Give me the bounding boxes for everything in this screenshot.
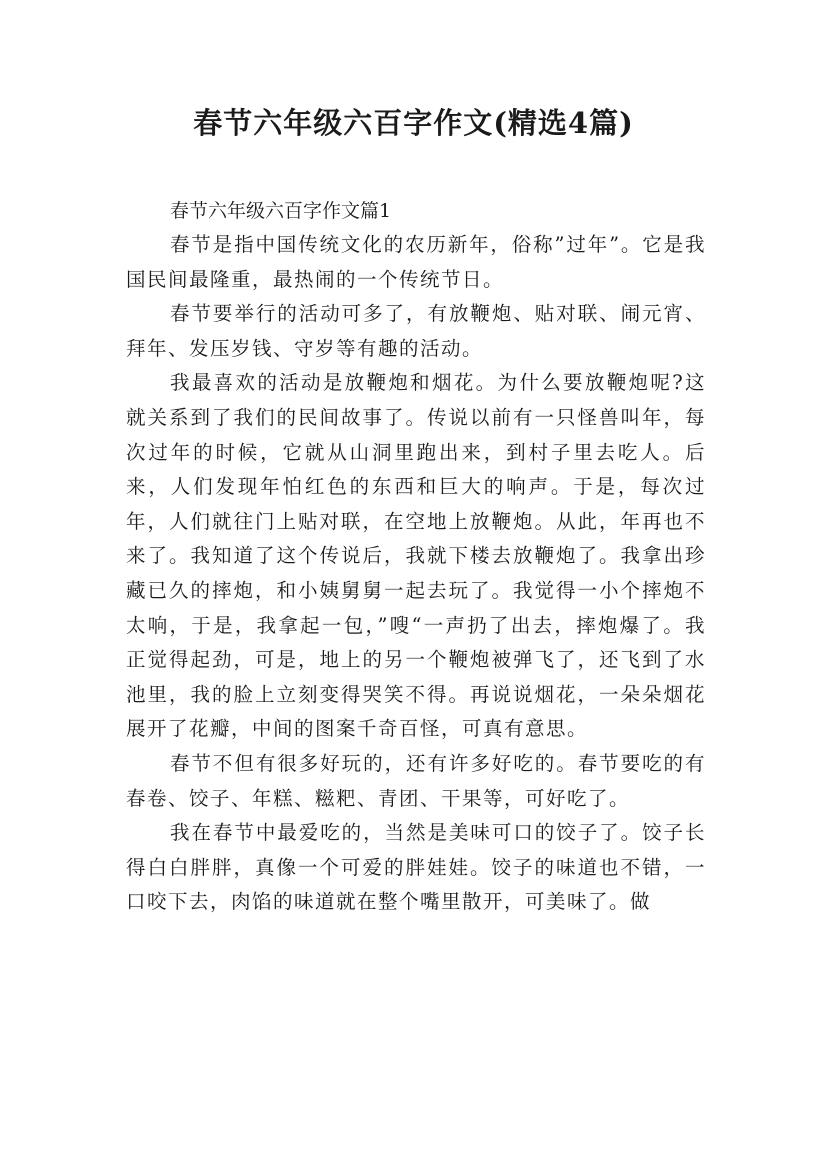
paragraph-1: 春节是指中国传统文化的农历新年，俗称”过年”。它是我国民间最隆重，最热闹的一个传统节日。 (126, 233, 706, 291)
paragraph-3: 我最喜欢的活动是放鞭炮和烟花。为什么要放鞭炮呢?这就关系到了我们的民间故事了。传说以前有一只怪兽叫年，每次过年的时候，它就从山洞里跑出来，到村子里去吃人。后来，人们发现年怕红色的东西和巨大的响声。于是，每次过年，人们就往门上贴对联，在空地上放鞭炮。从此，年再也不来了。我知道了这个传说后，我就下楼去放鞭炮了。我拿出珍藏已久的摔炮，和小姨舅舅一起去玩了。我觉得一小个摔炮不太响，于是，我拿起一包，”嗖“一声扔了出去，摔炮爆了。我正觉得起劲，可是，地上的另一个鞭炮被弹飞了，还飞到了水池里，我的脸上立刻变得哭笑不得。再说说烟花，一朵朵烟花展开了花瓣，中间的图案千奇百怪，可真有意思。 (126, 371, 706, 741)
paragraph-4: 春节不但有很多好玩的，还有许多好吃的。春节要吃的有春卷、饺子、年糕、糍粑、青团、干果等，可好吃了。 (126, 751, 706, 810)
paragraph-2: 春节要举行的活动可多了，有放鞭炮、贴对联、闹元宵、拜年、发压岁钱、守岁等有趣的活动。 (126, 302, 706, 360)
document-title: 春节六年级六百字作文(精选4篇) (193, 106, 634, 140)
section-heading: 春节六年级六百字作文篇1 (170, 200, 392, 222)
paragraph-5: 我在春节中最爱吃的，当然是美味可口的饺子了。饺子长得白白胖胖，真像一个可爱的胖娃娃。饺子的味道也不错，一口咬下去，肉馅的味道就在整个嘴里散开，可美味了。做 (126, 821, 706, 914)
document-body (126, 194, 706, 920)
